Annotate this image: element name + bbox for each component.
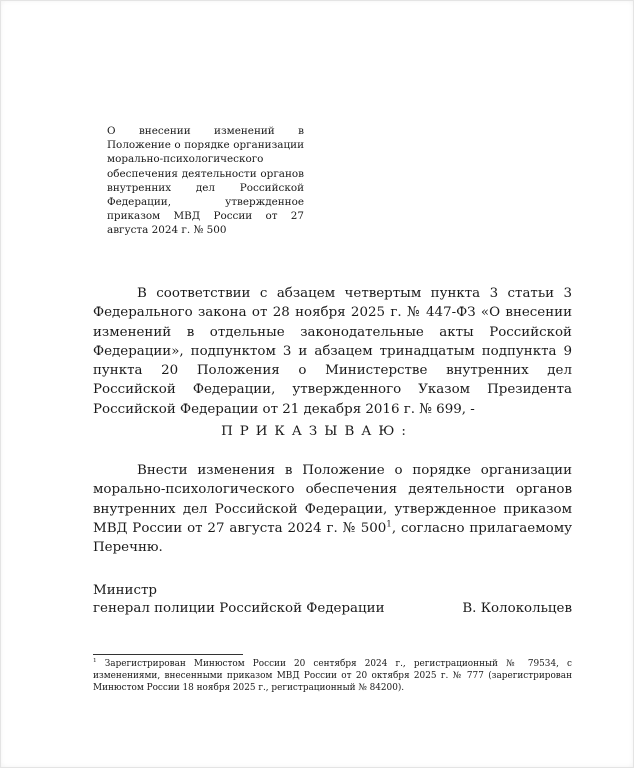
footnote-divider <box>93 654 243 655</box>
directive-paragraph <box>93 461 572 557</box>
signature-name: В. Колокольцев <box>462 601 572 616</box>
footnote-text: Зарегистрирован Минюстом России 20 сентября 2024 г., регистрационный № 79534, с изменениями, внесенными приказом МВД России от 20 октября 2025 г. № 777 (зарегистрирован Минюстом России 18 ноября 2025 г., регистрационный № 84200). <box>93 659 572 694</box>
directive-text: Внести изменения в Положение о порядке организации морально-психологического обеспечения деятельности органов внутренних дел Российской Федерации, утвержденное приказом МВД России от 27 августа 2024 г. № 500 <box>93 463 572 536</box>
footnote-reference: 1 <box>386 519 392 530</box>
directive-text-end: , согласно прилагаемому Перечню. <box>93 520 572 556</box>
footnote-marker: 1 <box>93 658 97 665</box>
signature-position: Министр <box>93 583 157 598</box>
document-title: О внесении изменений в Положение о порядке организации морально-психологического обеспечения деятельности органов внутренних дел Российской Федерации, утвержденное приказом МВД России от 27 августа 2024 г. № 500 <box>107 125 304 237</box>
preamble-paragraph <box>93 284 572 419</box>
signature-line <box>93 599 572 619</box>
preamble-text: В соответствии с абзацем четвертым пункта 3 статьи 3 Федерального закона от 28 ноября 2025 г. № 447-ФЗ «О внесении изменений в отдельные законодательные акты Российской Федерации», подпунктом 3 и абзацем тринадцатым подпункта 9 пункта 20 Положения о Министерстве внутренних дел Российской Федерации, утвержденного Указом Президента Российской Федерации от 21 декабря 2016 г. № 699, - <box>93 286 572 417</box>
signature-rank: генерал полиции Российской Федерации <box>93 601 385 616</box>
footnote <box>93 658 572 695</box>
order-heading: ПРИКАЗЫВАЮ: <box>221 424 413 439</box>
